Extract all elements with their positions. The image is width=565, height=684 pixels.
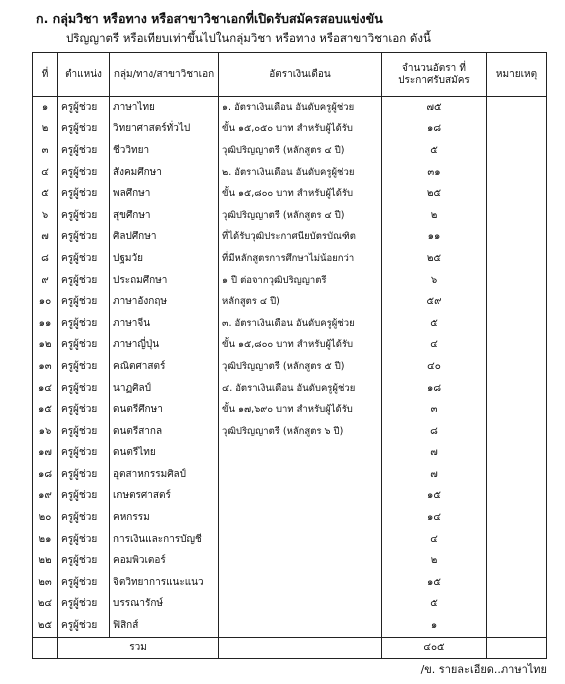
- row-count: ๗๕: [382, 97, 487, 119]
- row-number: ๑๒: [33, 335, 58, 357]
- table-row: [33, 205, 547, 227]
- row-number: ๒: [33, 119, 58, 141]
- row-remark: [487, 594, 547, 616]
- total-row: [33, 637, 547, 658]
- row-position: ครูผู้ช่วย: [58, 443, 110, 465]
- row-remark: [487, 97, 547, 119]
- row-salary: ๑. อัตราเงินเดือน อันดับครูผู้ช่วย: [219, 97, 382, 119]
- table-row: [33, 270, 547, 292]
- row-subject: ประถมศึกษา: [110, 270, 219, 292]
- row-subject: นาฏศิลป์: [110, 378, 219, 400]
- row-position: ครูผู้ช่วย: [58, 356, 110, 378]
- header-position: ตำแหน่ง: [58, 53, 110, 97]
- row-salary: [219, 550, 382, 572]
- row-number: ๑๖: [33, 421, 58, 443]
- row-position: ครูผู้ช่วย: [58, 378, 110, 400]
- table-row: [33, 119, 547, 141]
- section-subheading: ปริญญาตรี หรือเทียบเท่าขึ้นไปในกลุ่มวิชา หรือทาง หรือสาขาวิชาเอก ดังนี้: [66, 31, 431, 45]
- row-subject: พลศึกษา: [110, 183, 219, 205]
- row-salary: ๓. อัตราเงินเดือน อันดับครูผู้ช่วย: [219, 313, 382, 335]
- row-number: ๘: [33, 248, 58, 270]
- table-row: [33, 443, 547, 465]
- row-number: ๑๔: [33, 378, 58, 400]
- row-subject: คหกรรม: [110, 507, 219, 529]
- row-position: ครูผู้ช่วย: [58, 248, 110, 270]
- row-count: ๑๔: [382, 507, 487, 529]
- row-position: ครูผู้ช่วย: [58, 183, 110, 205]
- row-count: ๗: [382, 443, 487, 465]
- row-count: ๑๘: [382, 119, 487, 141]
- row-subject: ชีววิทยา: [110, 140, 219, 162]
- row-subject: ปฐมวัย: [110, 248, 219, 270]
- row-subject: ภาษาไทย: [110, 97, 219, 119]
- row-count: ๒: [382, 205, 487, 227]
- row-count: ๑๘: [382, 378, 487, 400]
- row-remark: [487, 335, 547, 357]
- row-remark: [487, 529, 547, 551]
- row-subject: ดนตรีสากล: [110, 421, 219, 443]
- table-row: [33, 227, 547, 249]
- row-count: ๘: [382, 421, 487, 443]
- row-number: ๑๓: [33, 356, 58, 378]
- row-position: ครูผู้ช่วย: [58, 205, 110, 227]
- row-remark: [487, 313, 547, 335]
- row-count: ๔๐: [382, 356, 487, 378]
- row-subject: สังคมศึกษา: [110, 162, 219, 184]
- row-remark: [487, 227, 547, 249]
- row-remark: [487, 421, 547, 443]
- row-count: ๒๕: [382, 183, 487, 205]
- row-remark: [487, 550, 547, 572]
- total-label: รวม: [58, 637, 219, 658]
- row-salary: วุฒิปริญญาตรี (หลักสูตร ๖ ปี): [219, 421, 382, 443]
- row-salary: ขั้น ๑๕,๐๕๐ บาท สำหรับผู้ได้รับ: [219, 119, 382, 141]
- table-row: [33, 335, 547, 357]
- table-row: [33, 162, 547, 184]
- row-count: ๔: [382, 335, 487, 357]
- row-count: ๗: [382, 464, 487, 486]
- row-salary: ๑ ปี ต่อจากวุฒิปริญญาตรี: [219, 270, 382, 292]
- row-salary: วุฒิปริญญาตรี (หลักสูตร ๔ ปี): [219, 140, 382, 162]
- row-number: ๑๙: [33, 486, 58, 508]
- row-subject: ภาษาญี่ปุ่น: [110, 335, 219, 357]
- row-salary: ขั้น ๑๗,๖๙๐ บาท สำหรับผู้ได้รับ: [219, 399, 382, 421]
- row-count: ๕๙: [382, 291, 487, 313]
- row-count: ๕: [382, 594, 487, 616]
- row-subject: ดนตรีศึกษา: [110, 399, 219, 421]
- row-remark: [487, 270, 547, 292]
- row-salary: วุฒิปริญญาตรี (หลักสูตร ๕ ปี): [219, 356, 382, 378]
- row-position: ครูผู้ช่วย: [58, 572, 110, 594]
- table-row: [33, 615, 547, 637]
- row-number: ๑๗: [33, 443, 58, 465]
- row-salary: หลักสูตร ๔ ปี): [219, 291, 382, 313]
- row-position: ครูผู้ช่วย: [58, 140, 110, 162]
- row-salary: [219, 443, 382, 465]
- row-position: ครูผู้ช่วย: [58, 399, 110, 421]
- row-subject: เกษตรศาสตร์: [110, 486, 219, 508]
- table-row: [33, 594, 547, 616]
- row-salary: วุฒิปริญญาตรี (หลักสูตร ๔ ปี): [219, 205, 382, 227]
- table-row: [33, 140, 547, 162]
- row-subject: ภาษาจีน: [110, 313, 219, 335]
- table-header-row: [33, 53, 547, 97]
- row-position: ครูผู้ช่วย: [58, 313, 110, 335]
- row-position: ครูผู้ช่วย: [58, 270, 110, 292]
- row-subject: ฟิสิกส์: [110, 615, 219, 637]
- row-position: ครูผู้ช่วย: [58, 486, 110, 508]
- row-position: ครูผู้ช่วย: [58, 550, 110, 572]
- table-row: [33, 183, 547, 205]
- row-number: ๑๕: [33, 399, 58, 421]
- row-subject: คณิตศาสตร์: [110, 356, 219, 378]
- row-subject: บรรณารักษ์: [110, 594, 219, 616]
- header-no: ที่: [33, 53, 58, 97]
- row-count: ๕: [382, 313, 487, 335]
- total-blank-cell: [33, 637, 58, 658]
- table-row: [33, 97, 547, 119]
- table-row: [33, 313, 547, 335]
- row-salary: ๔. อัตราเงินเดือน อันดับครูผู้ช่วย: [219, 378, 382, 400]
- row-position: ครูผู้ช่วย: [58, 291, 110, 313]
- row-number: ๒๔: [33, 594, 58, 616]
- row-salary: [219, 464, 382, 486]
- row-subject: ดนตรีไทย: [110, 443, 219, 465]
- table-row: [33, 572, 547, 594]
- row-number: ๑๑: [33, 313, 58, 335]
- table-row: [33, 507, 547, 529]
- table-row: [33, 464, 547, 486]
- row-count: ๑๕: [382, 572, 487, 594]
- header-remark: หมายเหตุ: [487, 53, 547, 97]
- row-remark: [487, 464, 547, 486]
- row-number: ๒๓: [33, 572, 58, 594]
- row-number: ๗: [33, 227, 58, 249]
- row-count: ๖: [382, 270, 487, 292]
- row-remark: [487, 615, 547, 637]
- row-subject: ศิลปศึกษา: [110, 227, 219, 249]
- row-remark: [487, 378, 547, 400]
- total-blank-cell: [219, 637, 382, 658]
- row-position: ครูผู้ช่วย: [58, 594, 110, 616]
- header-subject: กลุ่ม/ทาง/สาขาวิชาเอก: [110, 53, 219, 97]
- row-number: ๔: [33, 162, 58, 184]
- row-number: ๑๐: [33, 291, 58, 313]
- row-remark: [487, 572, 547, 594]
- table-row: [33, 378, 547, 400]
- row-subject: คอมพิวเตอร์: [110, 550, 219, 572]
- row-position: ครูผู้ช่วย: [58, 335, 110, 357]
- row-remark: [487, 162, 547, 184]
- row-subject: การเงินและการบัญชี: [110, 529, 219, 551]
- table-body: [33, 97, 547, 638]
- table-row: [33, 399, 547, 421]
- row-remark: [487, 183, 547, 205]
- row-number: ๑๘: [33, 464, 58, 486]
- row-salary: [219, 594, 382, 616]
- row-position: ครูผู้ช่วย: [58, 615, 110, 637]
- row-remark: [487, 399, 547, 421]
- row-salary: ๒. อัตราเงินเดือน อันดับครูผู้ช่วย: [219, 162, 382, 184]
- row-number: ๙: [33, 270, 58, 292]
- row-salary: [219, 529, 382, 551]
- continuation-note: /ข. รายละเอียด..ภาษาไทย: [420, 663, 547, 676]
- row-number: ๒๐: [33, 507, 58, 529]
- row-number: ๑: [33, 97, 58, 119]
- table-row: [33, 248, 547, 270]
- table-row: [33, 529, 547, 551]
- row-salary: [219, 507, 382, 529]
- table-row: [33, 486, 547, 508]
- row-salary: ที่ได้รับวุฒิประกาศนียบัตรบัณฑิต: [219, 227, 382, 249]
- row-count: ๒: [382, 550, 487, 572]
- row-position: ครูผู้ช่วย: [58, 421, 110, 443]
- row-position: ครูผู้ช่วย: [58, 119, 110, 141]
- row-subject: สุขศึกษา: [110, 205, 219, 227]
- row-number: ๒๒: [33, 550, 58, 572]
- total-blank-cell: [487, 637, 547, 658]
- row-remark: [487, 443, 547, 465]
- row-position: ครูผู้ช่วย: [58, 464, 110, 486]
- row-count: ๑: [382, 615, 487, 637]
- row-subject: จิตวิทยาการแนะแนว: [110, 572, 219, 594]
- row-remark: [487, 356, 547, 378]
- table-row: [33, 421, 547, 443]
- row-salary: ขั้น ๑๕,๘๐๐ บาท สำหรับผู้ได้รับ: [219, 183, 382, 205]
- row-remark: [487, 248, 547, 270]
- row-remark: [487, 119, 547, 141]
- row-position: ครูผู้ช่วย: [58, 162, 110, 184]
- row-position: ครูผู้ช่วย: [58, 227, 110, 249]
- table-row: [33, 291, 547, 313]
- row-count: ๕: [382, 140, 487, 162]
- row-count: ๑๕: [382, 486, 487, 508]
- row-count: ๑๑: [382, 227, 487, 249]
- row-number: ๒๕: [33, 615, 58, 637]
- row-subject: อุตสาหกรรมศิลป์: [110, 464, 219, 486]
- row-position: ครูผู้ช่วย: [58, 529, 110, 551]
- row-count: ๓: [382, 399, 487, 421]
- row-remark: [487, 507, 547, 529]
- row-number: ๖: [33, 205, 58, 227]
- total-value: ๔๐๕: [382, 637, 487, 658]
- row-position: ครูผู้ช่วย: [58, 97, 110, 119]
- table-row: [33, 550, 547, 572]
- section-heading: ก. กลุ่มวิชา หรือทาง หรือสาขาวิชาเอกที่เปิดรับสมัครสอบแข่งขัน: [36, 11, 383, 26]
- row-number: ๒๑: [33, 529, 58, 551]
- table-row: [33, 356, 547, 378]
- row-subject: ภาษาอังกฤษ: [110, 291, 219, 313]
- header-count: จำนวนอัตรา ที่ประกาศรับสมัคร: [382, 53, 487, 97]
- row-salary: [219, 615, 382, 637]
- vacancy-table: [32, 52, 547, 659]
- row-salary: [219, 572, 382, 594]
- header-salary: อัตราเงินเดือน: [219, 53, 382, 97]
- row-salary: [219, 486, 382, 508]
- row-remark: [487, 486, 547, 508]
- row-subject: วิทยาศาสตร์ทั่วไป: [110, 119, 219, 141]
- row-position: ครูผู้ช่วย: [58, 507, 110, 529]
- row-salary: ที่มีหลักสูตรการศึกษาไม่น้อยกว่า: [219, 248, 382, 270]
- row-remark: [487, 291, 547, 313]
- row-number: ๓: [33, 140, 58, 162]
- row-count: ๓๑: [382, 162, 487, 184]
- row-count: ๔: [382, 529, 487, 551]
- row-remark: [487, 140, 547, 162]
- row-salary: ขั้น ๑๕,๘๐๐ บาท สำหรับผู้ได้รับ: [219, 335, 382, 357]
- row-count: ๒๕: [382, 248, 487, 270]
- row-remark: [487, 205, 547, 227]
- row-number: ๕: [33, 183, 58, 205]
